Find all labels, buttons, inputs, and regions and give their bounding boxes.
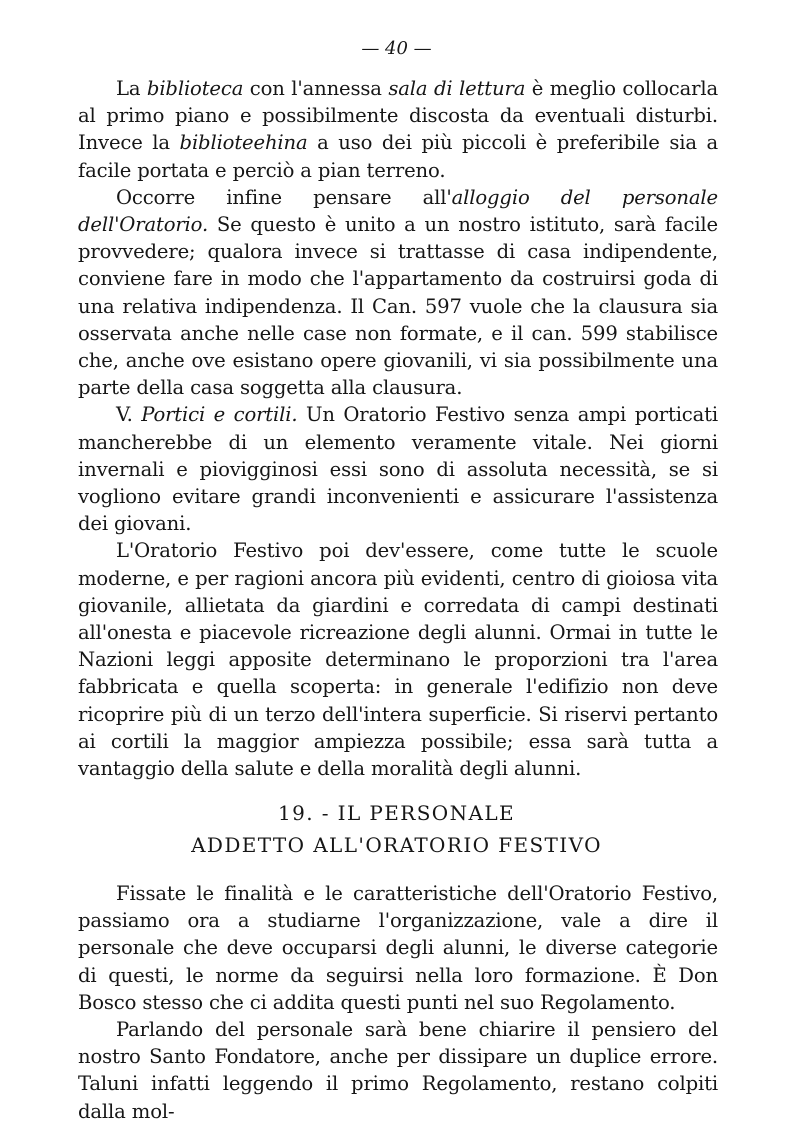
section-text-personale [78,880,718,1125]
text-run: a uso dei più piccoli è preferibile sia a facile portata e perciò a pian terreno. [78,131,718,182]
text-run: V. [116,403,142,427]
section-heading-number: 19. - IL PERSONALE [277,801,516,825]
paragraph-personale: Parlando del personale sarà bene chiarire il pensiero del nostro Santo Fondatore, anche per dissipare un duplice errore. Taluni infatti leggendo il primo Regolamento, restano colpiti dalla mol- [78,1018,718,1123]
italic-term: biblioteehina [179,131,308,155]
text-run: è meglio collocarla al primo piano e possibilmente discosta da eventuali disturbi. Invece la [78,77,718,155]
section-heading-title: ADDETTO ALL'ORATORIO FESTIVO [191,833,602,857]
text-run: La [116,77,147,100]
italic-term: biblioteca [146,77,244,100]
italic-term: sala di lettura [388,77,526,100]
paragraph-portici [78,401,718,537]
section-text-top [78,75,718,782]
text-run: Un Oratorio Festivo senza ampi porticati mancherebbe di un elemento veramente vitale. Nei giorni invernali e piovigginosi essi sono di assoluta necessità, se si vogliono evitare grandi inconvenienti e assicurare l'assistenza dei giovani. [78,403,719,536]
paragraph-organizzazione: Fissate le finalità e le caratteristiche dell'Oratorio Festivo, passiamo ora a studiarne l'organizzazione, vale a dire il personale che deve occuparsi degli alunni, le diverse categorie di questi, le norme da seguirsi nella loro formazione. È Don Bosco stesso che ci addita questi punti nel suo Regolamento. [78,882,718,1014]
page-number: — 40 — [361,38,432,59]
text-run: con l'annessa [243,77,389,100]
text-run: Se questo è unito a un nostro istituto, sarà facile provvedere; qualora invece si trattasse di casa indipendente, conviene fare in modo che l'appartamento da costruirsi goda di una relativa indipendenza. Il Can. 597 vuole che la clausura sia osservata anche nelle case non formate, e il can. 599 stabilisce che, anche ove esistano opere giovanili, vi sia possibilmente una parte della casa soggetta alla clausura. [78,213,718,400]
text-run: Occorre infine pensare all' [116,185,452,209]
paragraph-biblioteca [78,75,718,184]
paragraph-alloggio [78,184,718,402]
italic-term: Portici e cortili. [141,403,298,427]
italic-term: alloggio del personale dell'Oratorio. [78,185,718,237]
paragraph-cortili: L'Oratorio Festivo poi dev'essere, come tutte le scuole moderne, e per ragioni ancora più evidenti, centro di gioiosa vita giovanile, allietata da giardini e corredata di campi destinati all'onesta e piacevole ricreazione degli alunni. Ormai in tutte le Nazioni leggi apposite determinano le proporzioni tra l'area fabbricata e quella scoperta: in generale l'edifizio non deve ricoprire più di un terzo dell'intera superficie. Si riservi pertanto ai cortili la maggior ampiezza possibile; essa sarà tutta a vantaggio della salute e della moralità degli alunni. [78,539,718,781]
